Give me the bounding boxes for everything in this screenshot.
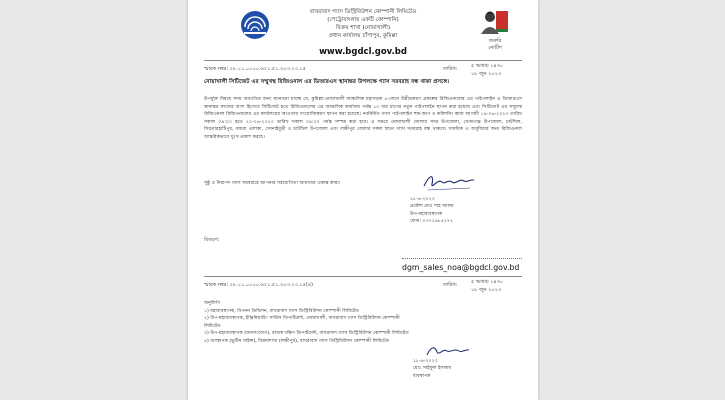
urgent-label: জরুরি (488, 38, 502, 44)
signatory-phone: ফোন: ০৩৭১৬৮৫১৭২ (410, 219, 454, 225)
company-name: বাখরাবাদ গ্যাস ডিস্ট্রিবিউশন কোম্পানী লিমিটেড (309, 9, 417, 15)
memo-date-bangla: ৫ আষাঢ় ১৪৩০ (471, 63, 504, 69)
list-item: ৪) ব্যবস্থাপক (ভুটিন সাইন্স), বিক্রয়শাখা (লক্ষীপুর), বাখরাবাদ গ্যাস ডিস্ট্রিবিউশন কোম্পানী লিমিটেড (204, 338, 390, 344)
memo-reference: স্মারক নম্বর: ২৮.১১.০০০০.৬২১.৫১.৩০৩.২৩.১৫ (204, 66, 306, 72)
copy-list (204, 300, 522, 346)
portrait-image (478, 8, 510, 38)
memo2-date-bangla: ৫ আষাঢ় ১৪৩০ (471, 279, 504, 285)
signatory2-name: মোঃ সাইফুল ইসলাম (413, 366, 452, 372)
company-address: প্রধান কার্যালয় চাঁপাপুর, কুমিল্লা (328, 33, 398, 39)
signatory-title: উপ-মহাব্যবস্থাপক (410, 211, 443, 217)
signature-block (410, 196, 510, 226)
memo-date-label: তারিখ: (443, 66, 458, 72)
list-item: লিমিটেড (204, 323, 221, 329)
signature2-block (413, 358, 513, 380)
company-parent: (পেট্রোবাংলার একটি কোম্পানি) (327, 17, 399, 23)
signature-date: ১৮-৬-২০২৩ (410, 197, 435, 202)
notice-label: নোটিশ (488, 45, 502, 51)
list-item: ২) উপ-মহাব্যবস্থাপক, ইঞ্জিনিয়ারিং সার্ভিস ডিপার্টমেন্ট, নোয়াখালী, বাখরাবাদ গ্যাস ডিস্ট্রিবিউশন কোম্পানী (204, 316, 400, 322)
list-item: ১) মহাব্যবস্থাপক, বিপনন ডিভিশন, বাখরাবাদ গ্যাস ডিস্ট্রিবিউশন কোম্পানী লিমিটেড (204, 308, 359, 314)
list-item: ৩) উপ-মহাব্যবস্থাপক (জনসংযোগ), রাজস্ব দক্ষিণ ডিপার্টমেন্ট, বাখরাবাদ গ্যাস ডিস্ট্রিবিউশন কোম্পানী লিমিটেড (204, 331, 409, 337)
letter-body: উপর্যুক্ত বিষয়ে সদয় অবগতির জন্য জানানো যাচ্ছে যে, কুমিল্লা-নোয়াখালী আঞ্চলিক মহাসড়ক ৪-লেনে উন্নীতকরণ প্রকল্পের রিজিওনালের এর পাইপলাইন ও ডিআরএস স্থানান্তর কাজের অংশ হিসেবে সিটিজেট হতে রিজিওনালের এর আঞ্চলিক কার্যালয় পর্যন্ত ১০ বার চাপের নতুন পাইপলাইন স্থাপন করা হয়েছে এবং সিটিজেট এর সম্মুখস্থ রিজিওনাল রিজিওনালের এর কার্যালয়ের আওতায় সংযোজিকরণ স্থাপন করা হয়েছে। নবনির্মিত গ্যাস পাইপলাইন হুক-আপ ও কমিশনিং কাজ আগামী ১৯-০৬-২০২৩ তারিখ সকাল ০৯:০০ হতে ২০-০৬-২০২৩ তারিখ সকাল ০৯:০০ পর্যন্ত সম্পন্ন করা হবে। এ সময়ে নোয়াখালী জেলার সদর উপজেলা, বেগমগঞ্জ উপজেলা, চাটখিল, সিরতারহাটিপুর, বজরা এলাকা, সোনাইমুড়ী ও চাটখিল উপজেলা এবং লক্ষীপুর জেলার সকল স্থানে গ্যাস সরবরাহ বন্ধ থাকবে। সাময়িক এ অসুবিধার জন্য রিজিওনাল আন্তরিকভাবে দুঃখ প্রকাশ করছে। (204, 97, 522, 140)
distribution-label: বিতরণ: (204, 237, 220, 243)
signature2-date: ১৮-৬-২০২৩ (413, 359, 438, 364)
letter-subject: নোয়াখালী সিটিজেট এর সম্মুখস্থ রিজিওনাল এর ডিআরএস স্থানান্তর উপলক্ষে গ্যাস সরবরাহ বন্ধ থাকা প্রসঙ্গে। (204, 79, 450, 85)
memo2-date-label: তারিখ: (443, 282, 458, 288)
signatory2-title: ব্যবস্থাপক (413, 373, 431, 379)
signature-image (420, 170, 480, 194)
memo2-reference: স্মারক নম্বর: ২৮.১১.০০০০.৬২১.৫১.৩০৩.২৩.১৫(৪) (204, 282, 314, 288)
letter-closing: সুষ্ঠু ও নিরাপদ গ্যাস সরবরাহে আপনার সহযোগিতা আমাদের একান্ত কাম্য। (204, 181, 341, 186)
letter-page (188, 0, 538, 400)
header-divider (204, 60, 522, 61)
copy-label: অনুলিপি (204, 301, 221, 306)
signature2-image (423, 343, 473, 359)
section-divider (204, 276, 522, 277)
company-website: www.bgdcl.gov.bd (319, 47, 407, 57)
email-underline (402, 258, 522, 259)
memo2-date-english: ১৮ জুন ২০২৩ (471, 287, 502, 293)
company-branch: বিক্রয় শাখা (নোয়াখালী) (335, 25, 391, 31)
sender-email[interactable]: dgm_sales_noa@bgdcl.gov.bd (402, 263, 520, 272)
signatory-name: প্রকৌশ মোঃ শাহ আলম (410, 204, 454, 210)
memo-date-english: ১৮ জুন ২০২৩ (471, 71, 502, 77)
